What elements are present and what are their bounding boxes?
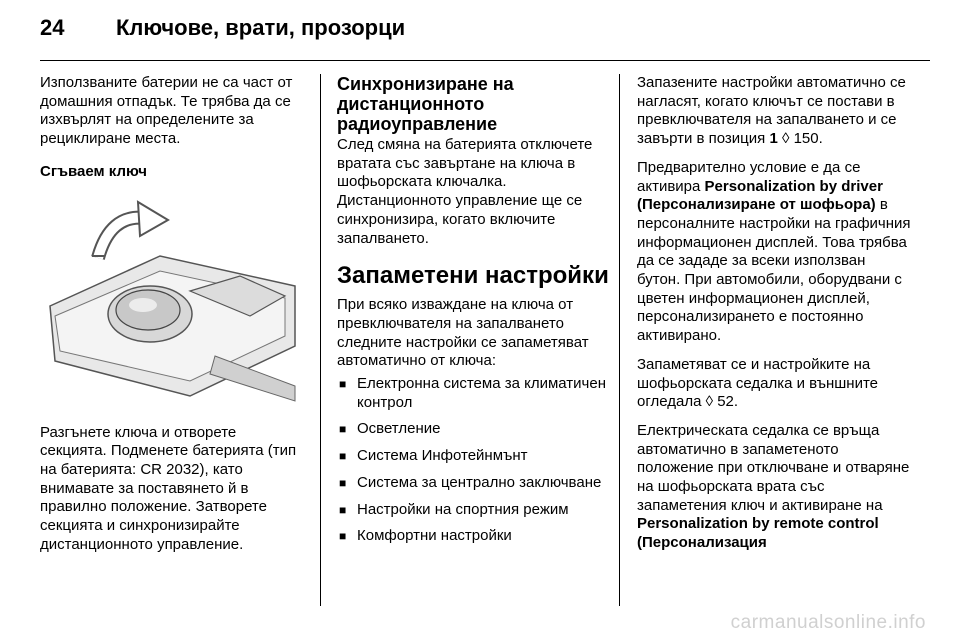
personalization-by-remote-label: Personalization by remote control (Персонализация [637,515,879,552]
bullet-icon: ■ [339,475,347,490]
key-illustration-svg [40,196,305,406]
sync-remote-text: След смяна на батерията отключете вратата със завъртане на ключа в шофьорската ключалка. Дистанционното управление ще се синхронизира, когато включите запалването. [337,136,593,247]
seat-mirror-text: Запаметяват се и настройките на шофьорската седалка и външните огледала ◊ 52. [637,355,879,411]
folding-key-heading: Сгъваем ключ [40,162,147,180]
column-left [40,74,305,564]
auto-adjust-text: Запазените настройки автоматично се нагласят, когато ключът се постави в превключвателя на запалването и се завърти в позиция 1 ◊ 150. [637,74,906,148]
list-item: ■ Система за централно заключване [339,473,602,491]
page-ref-arrow-icon: ◊ [705,393,714,411]
stored-settings-list [337,375,609,546]
bullet-icon: ■ [339,502,347,517]
column-divider-2 [619,74,620,606]
list-item: ■ Настройки на спортния режим [339,500,569,518]
bullet-icon: ■ [339,529,347,544]
page-ref-link[interactable]: 52. [717,393,739,411]
list-item: ■ Система Инфотейнмънт [339,447,528,465]
bullet-icon: ■ [339,377,347,392]
column-divider-1 [320,74,321,606]
battery-disposal-text: Използваните батерии не са част от домашния отпадък. Те трябва да се изхвърлят на определените за рециклиране места. [40,74,293,148]
page-header [40,8,405,48]
page-ref-arrow-icon: ◊ [781,130,790,148]
stored-settings-heading: Запаметени настройки [337,262,609,290]
bullet-icon: ■ [339,449,347,464]
precondition-text: Предварително условие е да се активира Personalization by driver (Персонализиране от шофьора) в персоналните настройки на графичния информационен дисплей. Това трябва да се зададе за всеки използван бутон. При автомобили, оборудвани с цветен информационен дисплей, персонализирането е постоянно активирано. [637,158,911,345]
list-item: ■ Комфортни настройки [339,527,512,545]
column-right [637,74,912,563]
page-title: Ключове, врати, прозорци [116,15,406,40]
replace-battery-text: Разгънете ключа и отворете секцията. Подменете батерията (тип на батерията: CR 2032), като внимавате за поставянето й в правилно положение. Затворете секцията и синхронизирайте дистанционното управление. [40,423,297,553]
list-item: ■ Електронна система за климатичен контрол [339,375,606,411]
page-ref-link[interactable]: 150. [793,130,823,148]
column-middle [337,74,609,554]
header-rule [40,60,930,61]
key-battery-illustration [40,196,305,406]
list-item: ■ Осветление [339,420,441,438]
sync-remote-heading: Синхронизиране на дистанционното радиоуправление [337,74,514,134]
ignition-position: 1 [769,130,778,148]
stored-settings-intro: При всяко изваждане на ключа от превключвателя на запалването следните настройки се запаметяват автоматично от ключа: [337,296,589,370]
power-seat-text: Електрическата седалка се връща автоматично в запаметеното положение при отключване и отваряне на шофьорската врата със запаметения ключ и активиране на Personalization by remote control (Персонализация [637,421,910,552]
watermark: carmanualsonline.info [730,612,926,633]
personalization-by-driver-label: Personalization by driver (Персонализиране от шофьора) [637,177,883,214]
page-number: 24 [40,15,65,40]
bullet-icon: ■ [339,422,347,437]
